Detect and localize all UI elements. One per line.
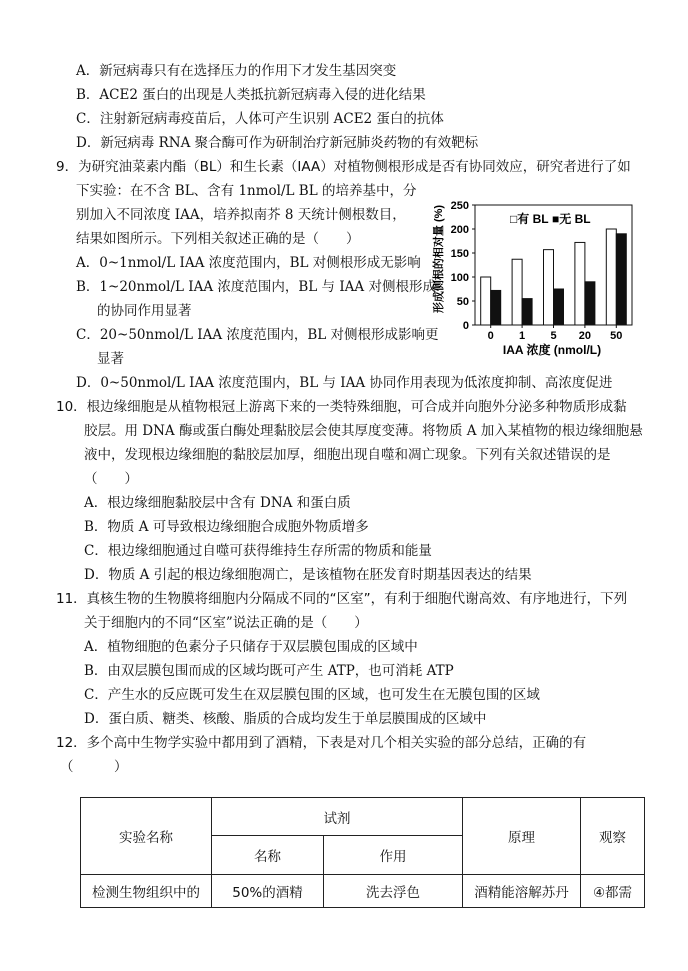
q9-option-a: A．0~1nmol/L IAA 浓度范围内，BL 对侧根形成无影响 [76,255,421,271]
q9-option-d: D．0~50nmol/L IAA 浓度范围内，BL 与 IAA 协同作用表现为低浓度抑制、高浓度促进 [76,375,613,391]
table-cell: 检测生物组织中的 [81,875,212,908]
table-cell: 洗去浮色 [324,875,463,908]
q11-option-a: A．植物细胞的色素分子只储存于双层膜包围成的区域中 [84,639,418,655]
chart-bars [481,229,627,325]
q9-option-b-cont: 的协同作用显著 [97,303,192,319]
bar-without-bl [585,282,595,325]
q8-option-b: B．ACE2 蛋白的出现是人类抵抗新冠病毒入侵的进化结果 [76,87,426,103]
experiment-table [80,797,645,908]
x-tick-label: 0 [487,330,494,342]
q10-option-d: D．物质 A 引起的根边缘细胞凋亡，是该植物在胚发育时期基因表达的结果 [84,567,532,583]
q9-option-c: C．20~50nmol/L IAA 浓度范围内，BL 对侧根形成影响更 [76,327,439,343]
x-tick-label: 50 [610,330,623,342]
th-observe: 观察 [581,798,645,875]
y-tick-label: 200 [450,224,469,236]
bar-with-bl [512,259,522,325]
th-principle: 原理 [463,798,581,875]
q8-option-c: C．注射新冠病毒疫苗后，人体可产生识别 ACE2 蛋白的抗体 [76,111,444,127]
q9-stem-line4: 结果如图所示。下列相关叙述正确的是（ ） [76,231,360,247]
th-reagent-name: 名称 [212,836,324,875]
q8-option-d: D．新冠病毒 RNA 聚合酶可作为研制治疗新冠肺炎药物的有效靶标 [76,135,479,151]
q11-option-d: D．蛋白质、糖类、核酸、脂质的合成均发生于单层膜围成的区域中 [84,711,487,727]
q10-stem-line3: 液中，发现根边缘细胞的黏胶层加厚，细胞出现自噬和凋亡现象。下列有关叙述错误的是 [84,447,611,463]
y-tick-label: 100 [450,272,469,284]
table-cell: 50%的酒精 [212,875,324,908]
q11-option-b: B．由双层膜包围而成的区域均既可产生 ATP，也可消耗 ATP [84,663,454,679]
y-tick-label: 0 [462,320,469,332]
q10-stem-line1: 10．根边缘细胞是从植物根冠上游离下来的一类特殊细胞，可合成并向胞外分泌多种物质形成黏 [56,399,627,415]
q11-stem-line1: 11．真核生物的生物膜将细胞内分隔成不同的“区室”，有利于细胞代谢高效、有序地进行，下列 [56,591,628,607]
q9-stem-line3: 别加入不同浓度 IAA，培养拟南芥 8 天统计侧根数目， [76,207,406,223]
bar-chart [425,197,640,362]
bar-with-bl [544,250,554,325]
x-axis-label: IAA 浓度 (nmol/L) [502,343,602,357]
bar-chart-svg [425,197,640,362]
bar-with-bl [481,277,491,325]
q10-option-c: C．根边缘细胞通过自噬可获得维持生存所需的物质和能量 [84,543,432,559]
q10-stem-line2: 胶层。用 DNA 酶或蛋白酶处理黏胶层会使其厚度变薄。将物质 A 加入某植物的根边缘细胞悬 [84,423,643,439]
x-tick-label: 5 [550,330,557,342]
q11-option-c: C．产生水的反应既可发生在双层膜包围的区域，也可发生在无膜包围的区域 [84,687,540,703]
legend-no-bl: ■无 BL [552,212,591,226]
table-cell: 酒精能溶解苏丹 [463,875,581,908]
y-tick-label: 150 [450,248,469,260]
q9-option-c-cont: 显著 [97,351,124,367]
bar-without-bl [554,289,564,325]
th-experiment-name: 实验名称 [81,798,212,875]
th-reagent: 试剂 [212,798,463,836]
q9-stem-line2: 下实验：在不含 BL、含有 1nmol/L BL 的培养基中，分 [76,183,417,199]
bar-without-bl [491,290,501,325]
x-tick-label: 1 [519,330,526,342]
q9-stem-line1: 9．为研究油菜素内酯（BL）和生长素（IAA）对植物侧根形成是否有协同效应，研究者进行了如 [56,159,631,175]
q10-stem-line4: （ ） [84,471,138,487]
q12-stem-line2: （ ） [60,759,128,775]
table-cell: ④都需 [581,875,645,908]
x-tick-label: 20 [578,330,592,342]
y-tick-label: 50 [456,296,469,308]
q8-option-a: A．新冠病毒只有在选择压力的作用下才发生基因突变 [76,63,397,79]
q9-option-b: B．1~20nmol/L IAA 浓度范围内，BL 与 IAA 对侧根形成 [76,279,436,295]
th-reagent-use: 作用 [324,836,463,875]
y-tick-label: 250 [450,200,469,212]
y-axis-label: 形成侧根的相对量 (%) [433,204,445,314]
bar-without-bl [522,299,532,325]
legend-has-bl: □有 BL [510,212,549,226]
q10-option-a: A．根边缘细胞黏胶层中含有 DNA 和蛋白质 [84,495,351,511]
bar-without-bl [616,234,626,325]
bar-with-bl [606,229,616,325]
bar-with-bl [575,242,585,325]
q10-option-b: B．物质 A 可导致根边缘细胞合成胞外物质增多 [84,519,369,535]
q11-stem-line2: 关于细胞内的不同“区室”说法正确的是（ ） [84,615,368,631]
q12-stem-line1: 12．多个高中生物学实验中都用到了酒精，下表是对几个相关实验的部分总结，正确的有 [56,735,587,751]
